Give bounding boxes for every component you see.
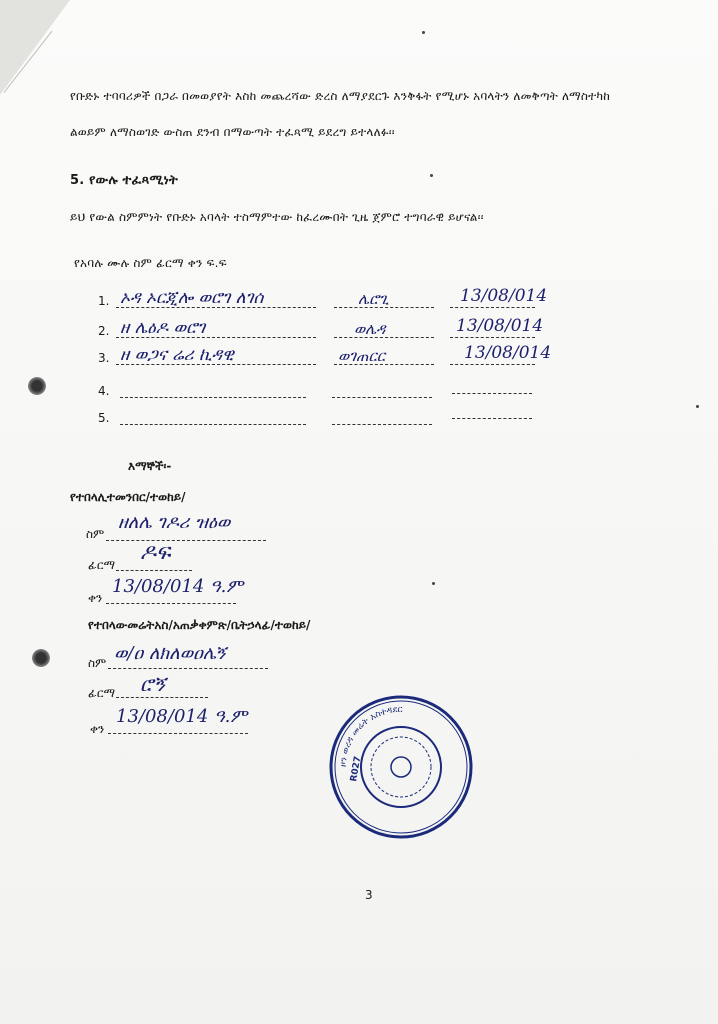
punch-hole-bottom	[32, 649, 50, 667]
signer-signature: ወሌዳ	[354, 320, 386, 338]
office-signature: ሮኝ	[140, 672, 166, 696]
signer-row	[98, 286, 578, 308]
witness-title: እማኞች፡-	[128, 459, 172, 473]
name-line	[120, 396, 306, 398]
office-signature-label: ፊርማ	[88, 686, 116, 700]
speck	[696, 405, 699, 408]
signer-date: 13/08/014	[460, 286, 548, 306]
receiver-name: ዘለሌ ገዶሪ ዝዕወ	[118, 512, 231, 533]
receiver-date: 13/08/014 ዓ.ም	[112, 576, 244, 597]
office-signature-line	[116, 697, 208, 698]
stamp-ring-text: ዞን ወረዳ መሬት አስተዳደር	[338, 704, 403, 768]
date-line	[450, 336, 535, 338]
punch-hole-top	[28, 377, 46, 395]
signer-row	[98, 403, 578, 425]
receiver-signature-line	[116, 570, 192, 571]
signers-intro: የአባሉ ሙሉ ስም ፊርማ ቀን ፍ.ፍ	[74, 256, 227, 270]
receiver-date-label: ቀን	[88, 591, 103, 605]
signature-line	[332, 423, 432, 425]
signer-row	[98, 316, 578, 338]
signer-signature: ወገጠርር	[338, 347, 386, 365]
signer-name: ዘ ሌዕዶ ወሮገ	[120, 318, 206, 338]
speck	[432, 582, 435, 585]
signer-name: ኦዳ ኦርጂሎ ወሮገ ለገሰ	[120, 288, 264, 308]
row-number: 5.	[98, 411, 110, 425]
office-name: ወ/ዐ ለክለወዐሌኝ	[114, 643, 226, 664]
row-number: 2.	[98, 324, 110, 338]
receiver-signature-label: ፊርማ	[88, 558, 116, 572]
speck	[430, 174, 433, 177]
receiver-date-line	[106, 603, 236, 604]
office-title: የተበላውመሬትአስ/አጠቃቀምጽ/ቤትኃላፊ/ተወከይ/	[88, 618, 311, 632]
office-name-line	[108, 668, 268, 669]
row-number: 1.	[98, 294, 110, 308]
receiver-signature: ዶፍ	[140, 540, 171, 565]
date-line	[452, 392, 532, 394]
signer-name: ዘ ወጋና ሬሪ ኪዳዊ	[120, 345, 234, 365]
paragraph-line-2: ልወይም ለማስወገድ ውስጠ ደንብ በማውጣት ተፈጻሚ ይደረግ ይተላለፉ፡፡	[70, 125, 395, 139]
receiver-name-label: ስም	[86, 527, 105, 541]
signer-row	[98, 376, 578, 398]
date-line	[452, 417, 532, 419]
speck	[422, 31, 425, 34]
section-heading: 5. የውሉ ተፈጻሚነት	[70, 173, 178, 188]
signer-signature: ሌሮጊ	[358, 290, 389, 308]
paragraph-line-1: የቡድኑ ተባባሪዎች በጋራ በመወያየት እስከ መጨረሻው ድረስ ለማያደርጉ እንቅፋት የሚሆኑ አባላትን ለመቅጣት ለማስተካከ	[70, 89, 611, 103]
office-date-label: ቀን	[90, 722, 105, 736]
effectiveness-paragraph: ይህ የውል ስምምነት የቡድኑ አባላት ተስማምተው ከፈረሙበት ጊዜ ጀምሮ ተግባራዊ ይሆናል፡፡	[70, 210, 484, 224]
office-name-label: ስም	[88, 656, 107, 670]
date-line	[450, 306, 535, 308]
row-number: 4.	[98, 384, 110, 398]
name-line	[120, 423, 306, 425]
stamp-number: R027	[349, 755, 364, 783]
signature-line	[332, 396, 432, 398]
receiver-name-line	[106, 540, 266, 541]
date-line	[450, 363, 535, 365]
office-date: 13/08/014 ዓ.ም	[116, 706, 248, 727]
signer-date: 13/08/014	[464, 343, 552, 363]
page-number: 3	[365, 888, 373, 902]
folded-corner	[0, 0, 70, 95]
stamp-emblem	[391, 757, 411, 777]
official-stamp	[326, 692, 476, 842]
receiver-title: የተበላሊተመንበር/ተወከይ/	[70, 490, 186, 504]
office-date-line	[108, 733, 248, 734]
signer-date: 13/08/014	[456, 316, 544, 336]
signer-row	[98, 343, 578, 365]
row-number: 3.	[98, 351, 110, 365]
